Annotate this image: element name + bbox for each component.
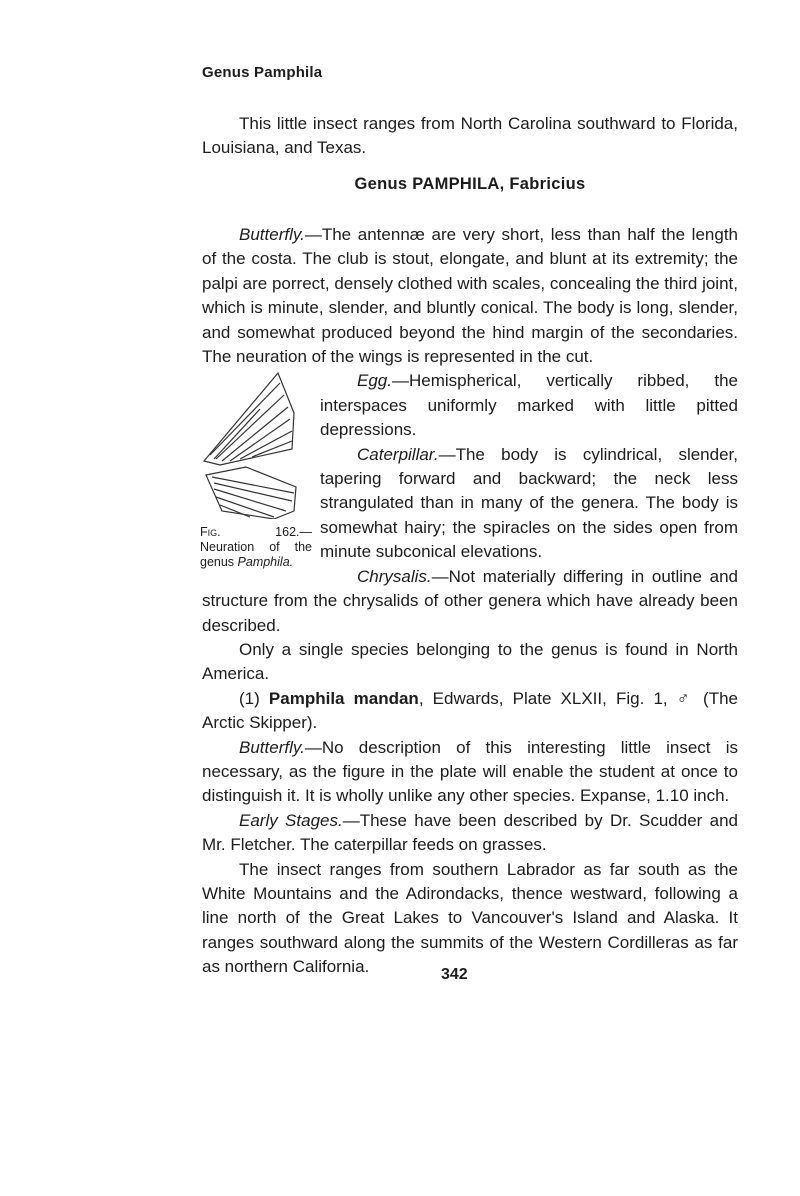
egg-text: —Hemispherical, vertically ribbed, the interspaces uniformly marked with little pitted depressions. xyxy=(320,371,738,440)
chrysalis-paragraph xyxy=(202,565,738,638)
early-stages-text: —These have been described by Dr. Scudder and Mr. Fletcher. The caterpillar feeds on grasses. xyxy=(202,810,738,855)
egg-lead: Egg. xyxy=(357,371,392,391)
early-stages-paragraph xyxy=(202,809,738,858)
intro-paragraph xyxy=(202,112,738,161)
butterfly-lead: Butterfly. xyxy=(239,225,305,244)
figure-caption-genus: Pamphila. xyxy=(237,555,294,570)
early-stages-lead: Early Stages. xyxy=(239,810,343,830)
chrysalis-lead: Chrysalis. xyxy=(357,566,432,586)
figure-caption-label: Fig. 162. xyxy=(200,525,300,540)
page-number: 342 xyxy=(441,966,468,983)
running-head: Genus Pamphila xyxy=(202,64,323,81)
butterfly-paragraph xyxy=(202,223,738,369)
butterfly-text: —The antennæ are very short, less than half the length of the costa. The club is stout, elongate, and blunt at its extremity; the palpi are porrect, densely clothed with scales, concealing the third joint, which is minute, slender, and bluntly conical. The body is long, slender, and somewhat produced beyond the hind margin of the secondaries. The neuration of the wings is represented in the cut. xyxy=(202,225,738,367)
figure-caption xyxy=(200,525,312,570)
genus-description xyxy=(202,223,738,980)
species-butterfly-paragraph xyxy=(202,736,738,809)
intro-text: This little insect ranges from North Carolina southward to Florida, Louisiana, and Texas. xyxy=(202,114,738,158)
species-butterfly-text: —No description of this interesting little insect is necessary, as the figure in the plate will enable the student at once to distinguish it. It is wholly unlike any other species. Expanse, 1.10 inch. xyxy=(202,737,738,806)
species-reference: , Edwards, Plate XLXII, Fig. 1, ♂ (The Arctic Skipper). xyxy=(202,688,738,733)
species-name: Pamphila mandan xyxy=(268,688,419,708)
section-heading: Genus PAMPHILA, Fabricius xyxy=(354,175,586,193)
range-paragraph: The insect ranges from southern Labrador as far south as the White Mountains and the Adirondacks, thence westward, following a line north of the Great Lakes to Vancouver's Island and Alaska. It ranges southward along the summits of the Western Cordilleras as far as northern California. xyxy=(202,859,738,977)
single-species-paragraph: Only a single species belonging to the genus is found in North America. xyxy=(202,639,738,684)
chrysalis-text: —Not materially differing in outline and structure from the chrysalids of other genera which have already been described. xyxy=(202,566,738,635)
figure-caption-text: —Neuration of the genus xyxy=(200,525,312,570)
species-number: (1) xyxy=(239,688,260,708)
caterpillar-lead: Caterpillar. xyxy=(357,444,439,464)
species-heading-paragraph xyxy=(202,687,738,736)
caterpillar-text: —The body is cylindrical, slender, tapering forward and backward; the neck less strangulated than in many of the genera. The body is somewhat hairy; the spiracles on the sides open from minute subconical elevations. xyxy=(320,444,738,562)
neuration-figure xyxy=(200,369,312,570)
wing-neuration-illustration xyxy=(200,369,312,519)
species-butterfly-lead: Butterfly. xyxy=(239,737,305,757)
